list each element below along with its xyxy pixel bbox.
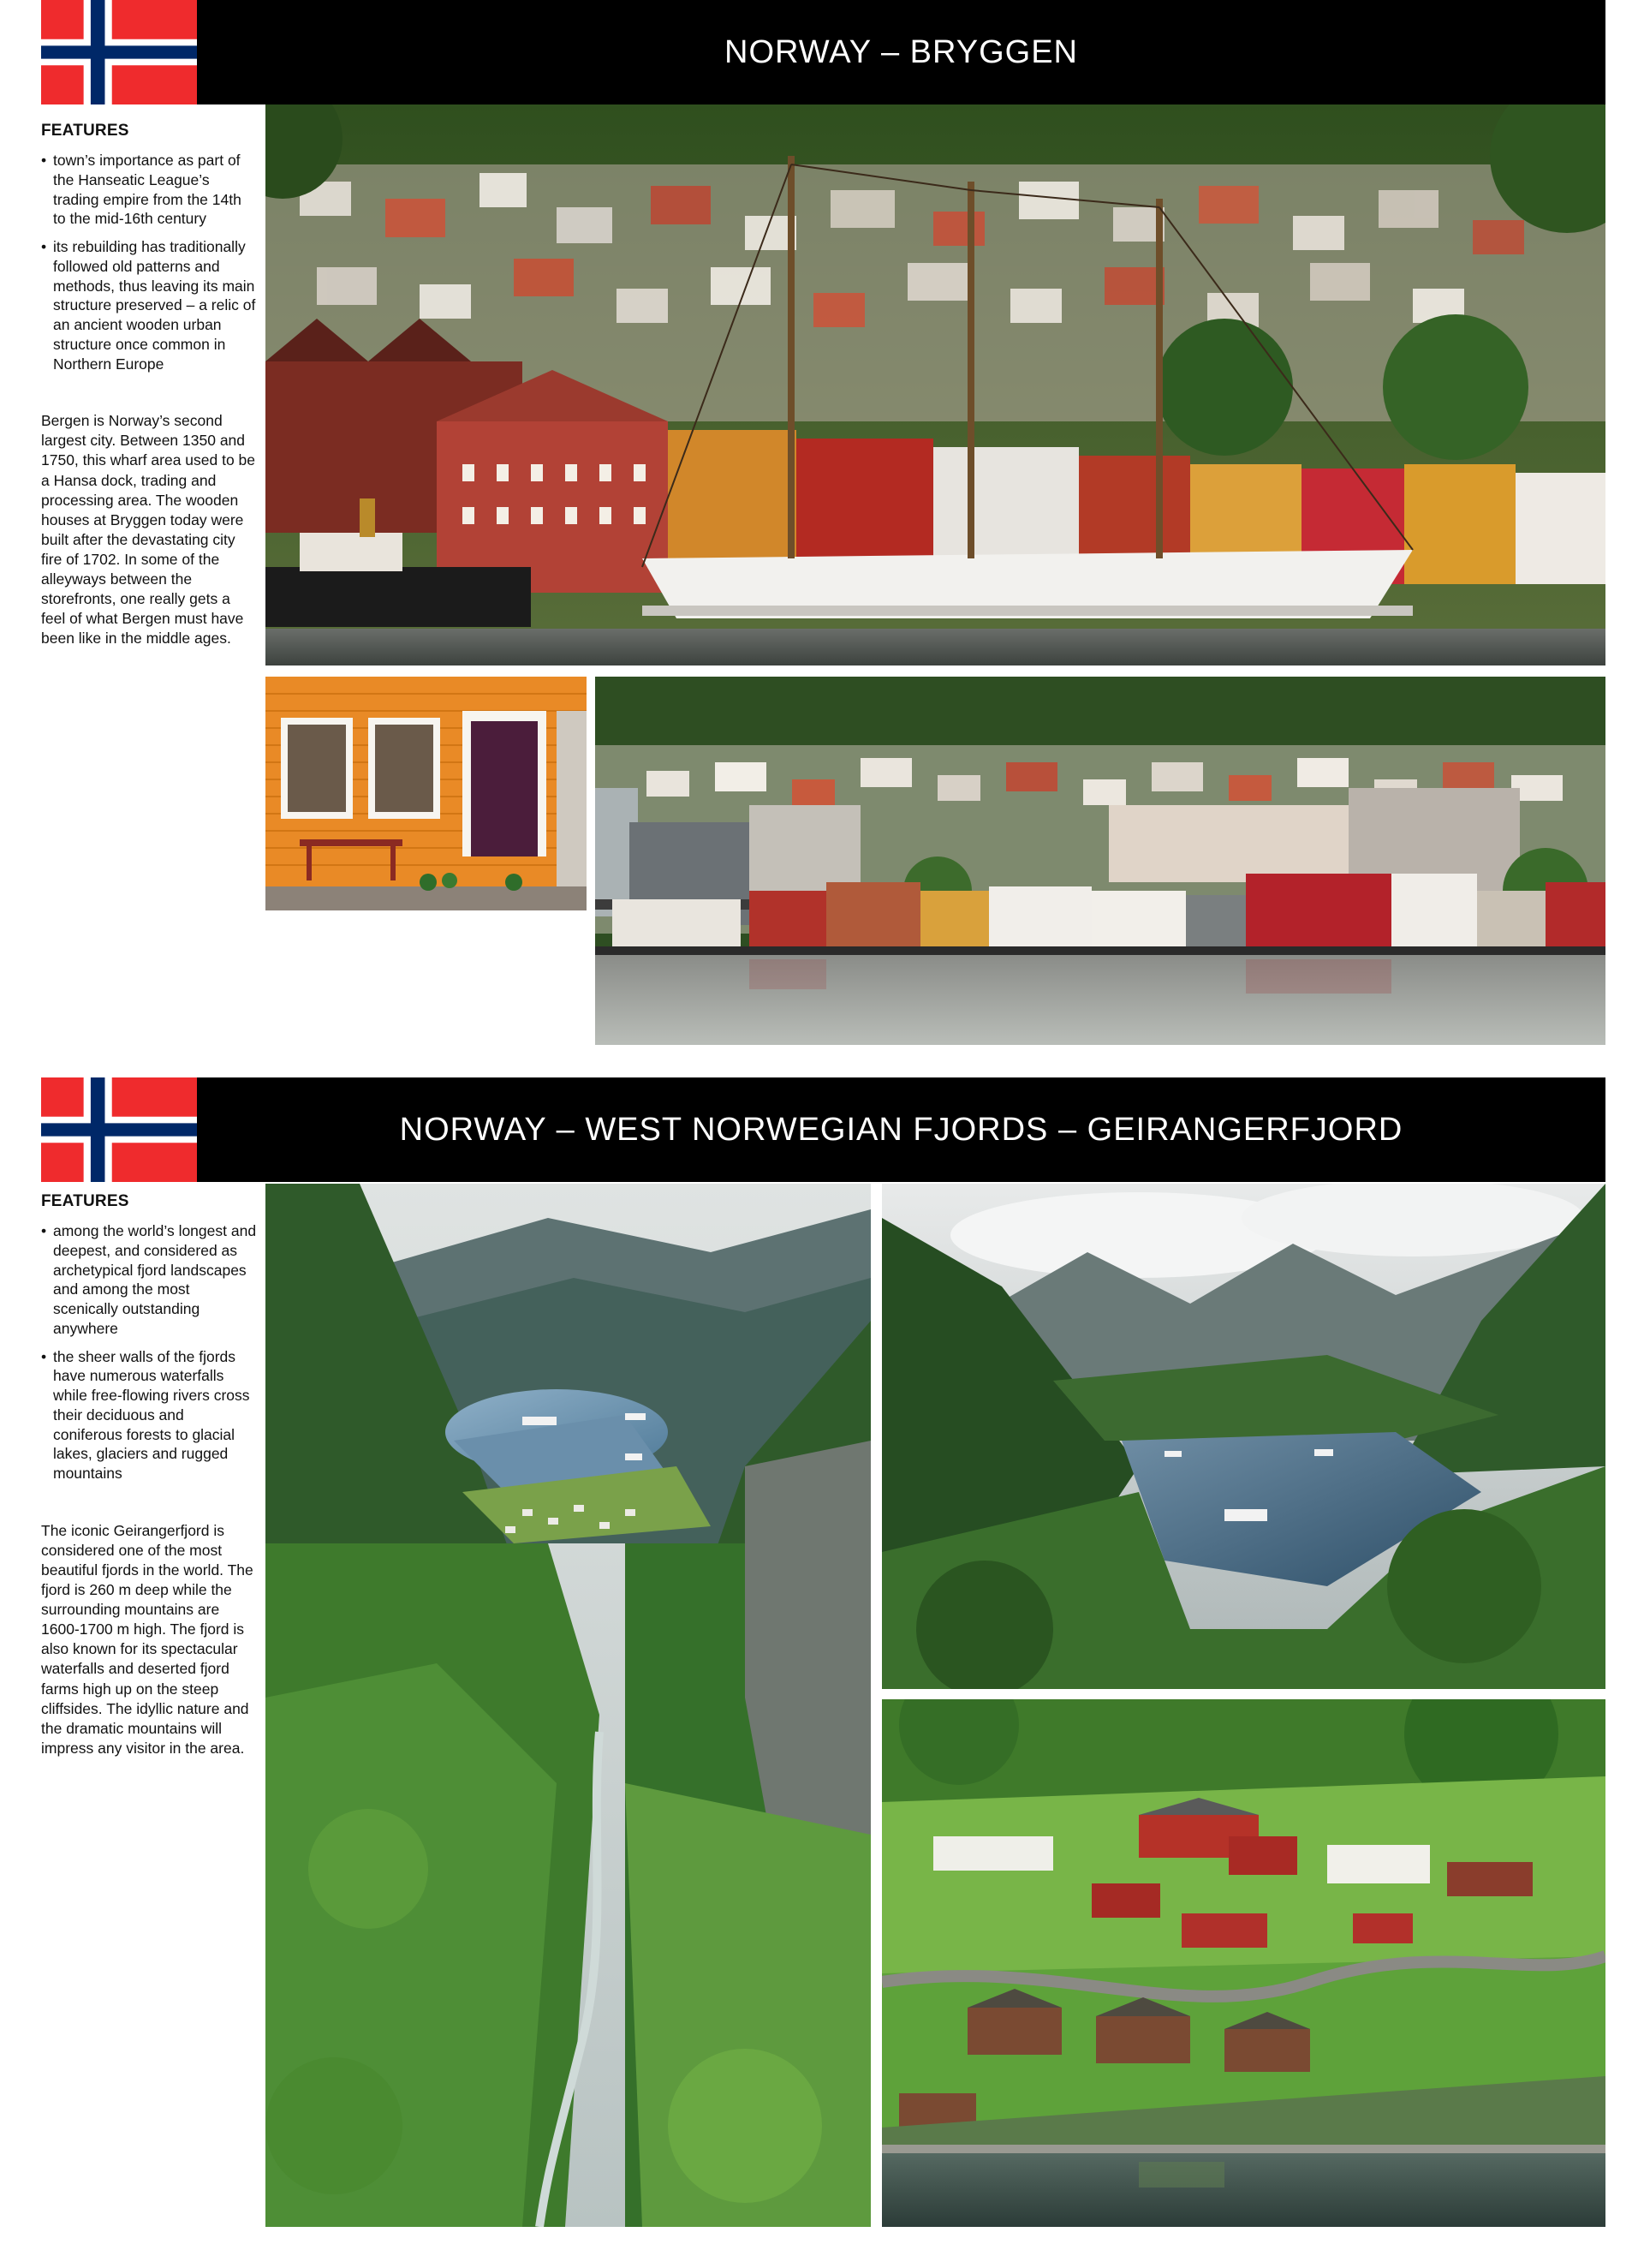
features-list xyxy=(41,1221,257,1483)
feature-item: • town’s importance as part of the Hanseatic League’s trading empire from the 14th to the mid-16th century xyxy=(41,151,257,229)
features-sidebar xyxy=(41,1192,257,1758)
bryggen-harbour-photo xyxy=(265,104,1605,665)
geirangerfjord-overview-photo xyxy=(882,1184,1605,1689)
feature-item: • among the world’s longest and deepest, and considered as archetypical fjord landscapes and among the most scenically outstanding anywhere xyxy=(41,1221,257,1339)
fjord-valley-photo xyxy=(265,1184,871,2227)
features-list xyxy=(41,151,257,373)
description: Bergen is Norway’s second largest city. Between 1350 and 1750, this wharf area used to be a Hansa dock, trading and processing area. The wooden houses at Bryggen today were built after the devastating city fire of 1702. In some of the alleyways between the storefronts, one really gets a feel of what Bergen must have been like in the middle ages. xyxy=(41,412,256,648)
feature-item: • the sheer walls of the fjords have numerous waterfalls while free-flowing rivers cross their deciduous and coniferous forests to glacial lakes, glaciers and rugged mountains xyxy=(41,1347,257,1483)
section-title xyxy=(197,1077,1605,1182)
description: The iconic Geirangerfjord is considered one of the most beautiful fjords in the world. The fjord is 260 m deep while the surrounding mountains are 1600-1700 m high. The fjord is also known for its spectacular waterfalls and deserted fjord farms high up on the steep cliffsides. The idyllic nature and the dramatic mountains will impress any visitor in the area. xyxy=(41,1521,253,1757)
features-label: FEATURES xyxy=(41,122,129,140)
fjord-farm-village-photo xyxy=(882,1699,1605,2227)
section-title-text: NORWAY – WEST NORWEGIAN FJORDS – GEIRANGERFJORD xyxy=(399,1111,1403,1148)
features-label: FEATURES xyxy=(41,1192,129,1210)
features-sidebar xyxy=(41,122,257,648)
orange-house-photo xyxy=(265,677,587,910)
section-title xyxy=(197,0,1605,104)
feature-item: • its rebuilding has traditionally followed old patterns and methods, thus leaving its main structure preserved – a relic of an ancient wooden urban structure once common in Northern Europe xyxy=(41,237,257,373)
norway-flag xyxy=(41,1077,197,1182)
bergen-harbour-photo xyxy=(595,677,1605,1045)
section-title-text: NORWAY – BRYGGEN xyxy=(724,33,1078,70)
norway-flag xyxy=(41,0,197,104)
